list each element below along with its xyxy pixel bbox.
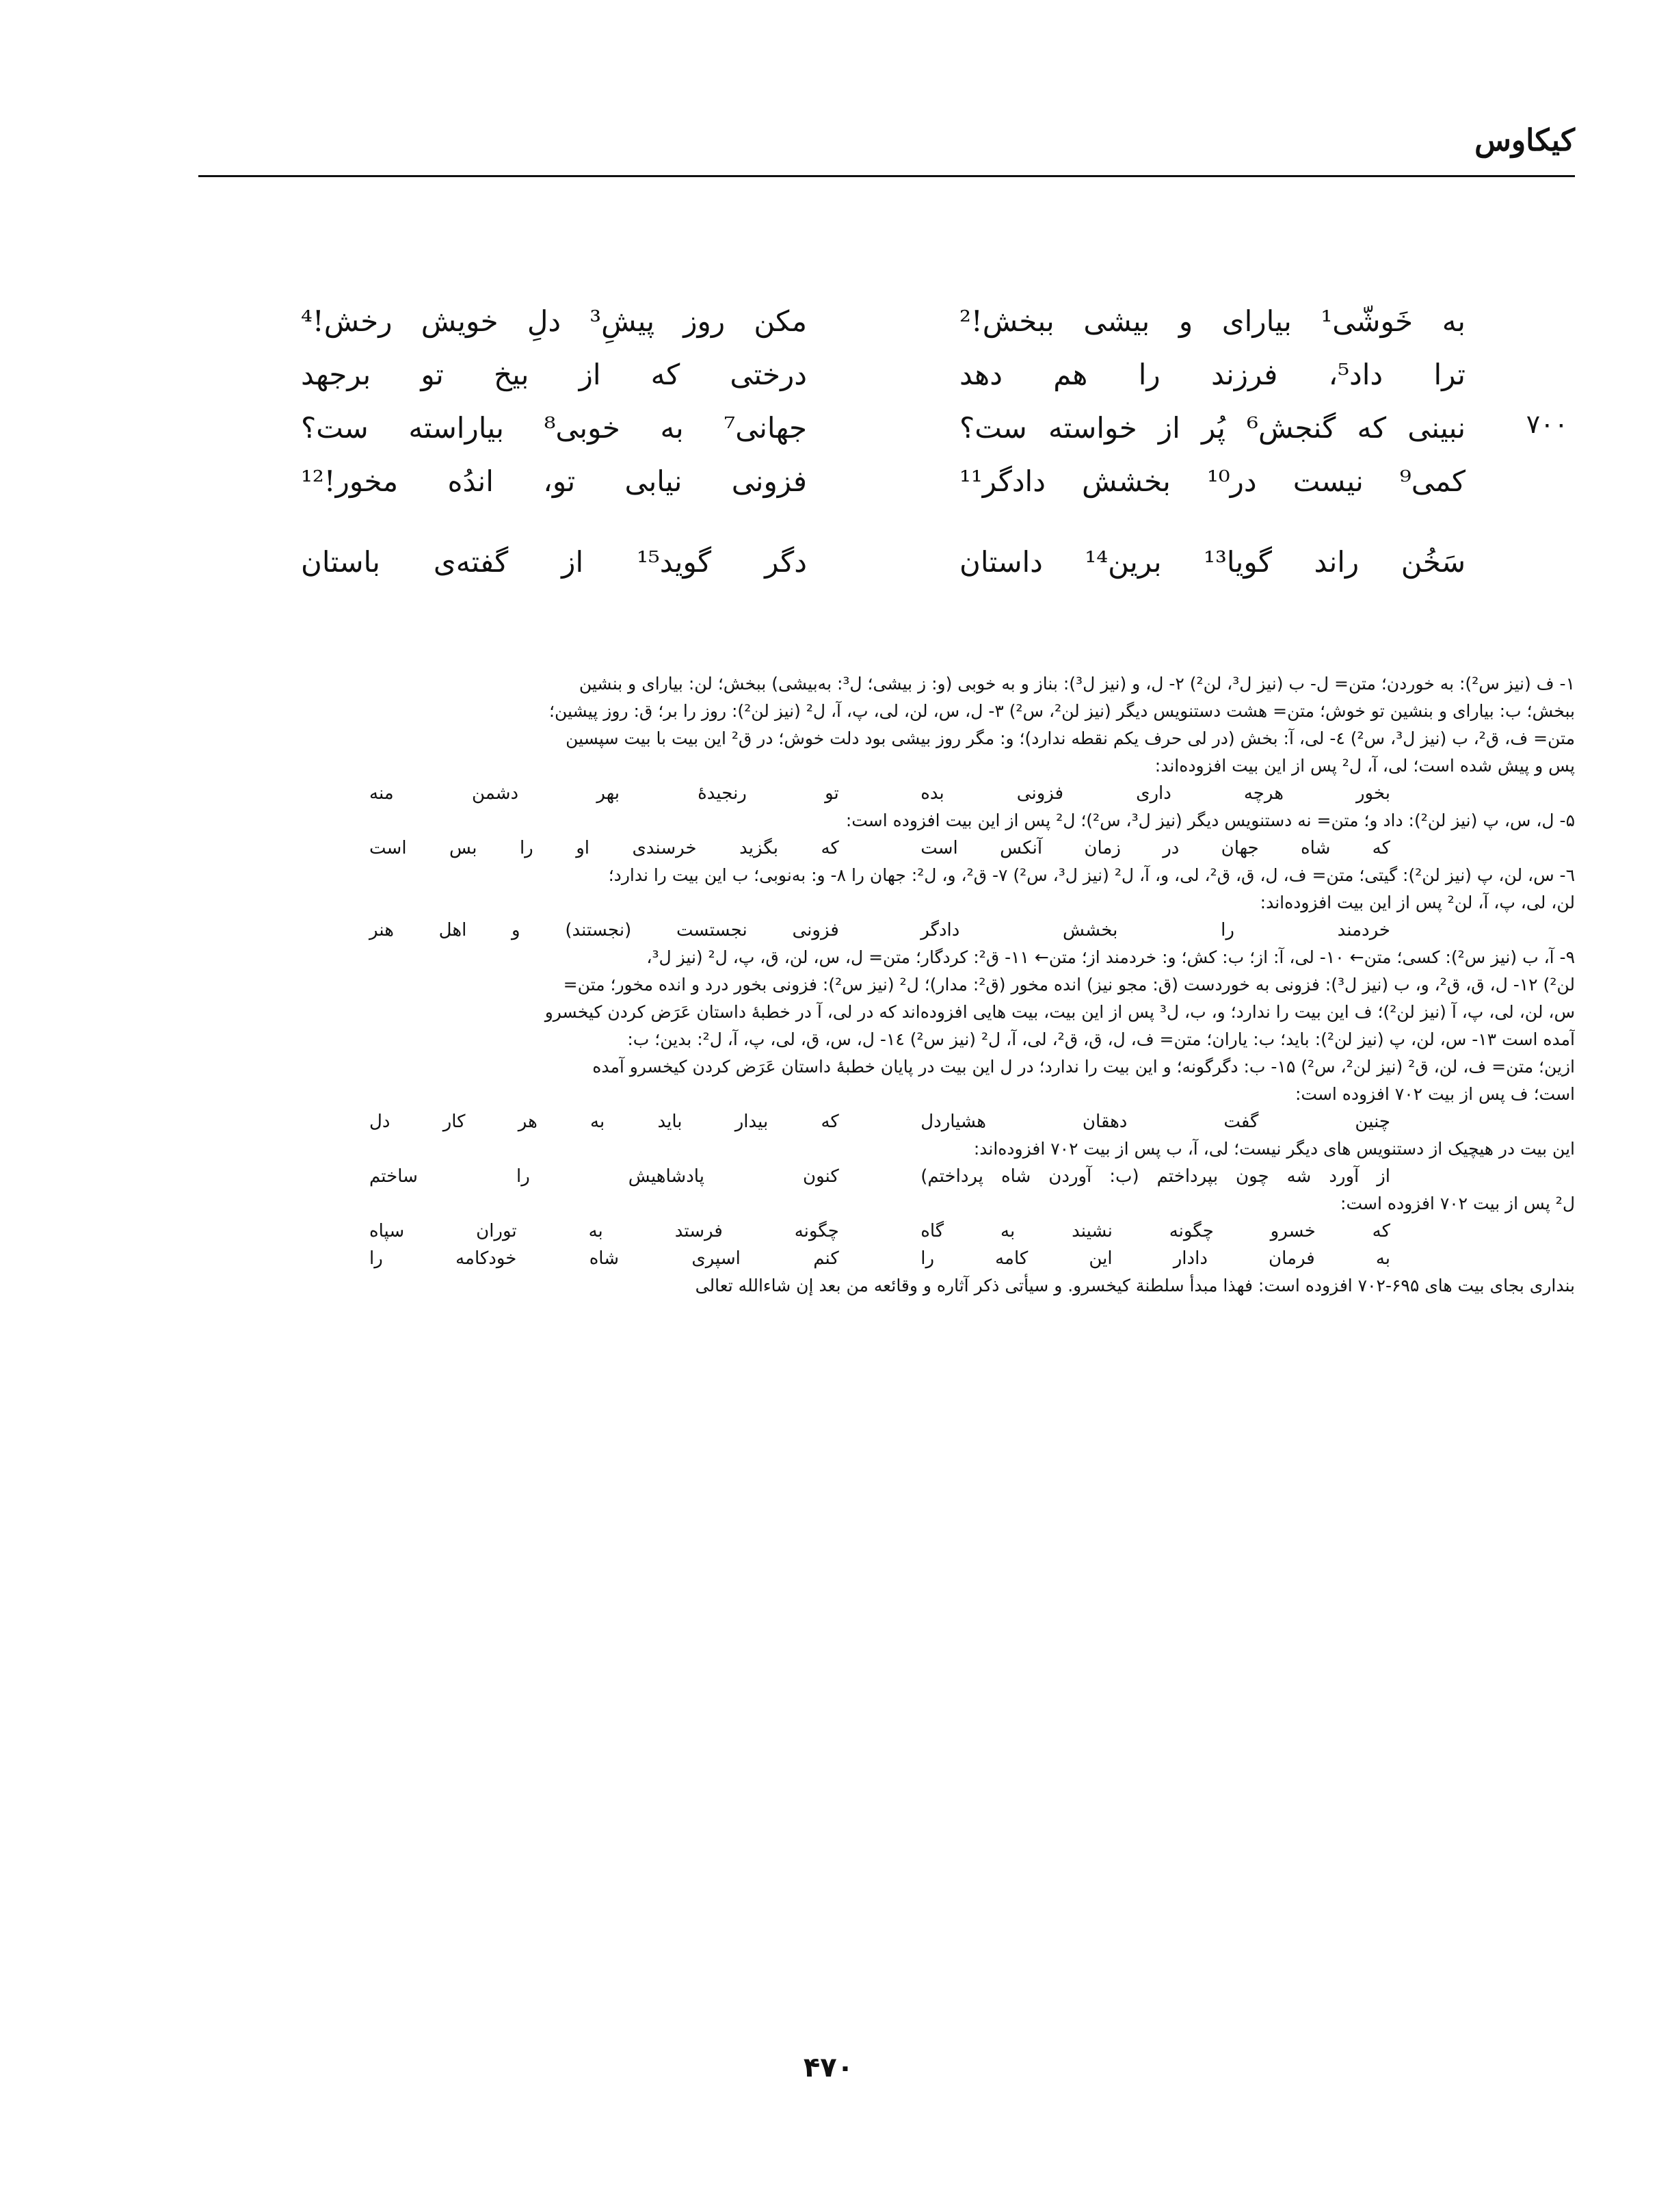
note-line: این بیت در هیچیک از دستنویس های دیگر نیست؛ لی، آ، ب پس از بیت ۷۰۲ افزوده‌اند: xyxy=(973,1139,1575,1159)
hemistich-left: درختی که از بیخ تو برجهد xyxy=(301,357,807,391)
note-line: لن²) ۱۲- ل، ق، ق²، و، ب (نیز ل³): فزونی به خوردست (ق: مجو نیز) انده مخور (ق²: مدار)؛ ل² (نیز س²): فزونی بخور درد و انده مخور؛ متن= xyxy=(563,975,1575,995)
note-line: ۱- ف (نیز س²): به خوردن؛ متن= ل- ب (نیز ل³، لن²) ۲- ل، و (نیز ل³): بناز و به خوبی (و: ز بیشی؛ ل³: به‌بیشی) ببخش؛ لن: بیارای و بنشین xyxy=(579,674,1575,694)
note-line: ۹- آ، ب (نیز س²): کسی؛ متن← ۱۰- لی، آ: از؛ ب: کش؛ و: خردمند از؛ متن← ۱۱- ق²: کردگار؛ متن= ل، س، لن، ق، پ، ل² (نیز ل³، xyxy=(646,947,1575,967)
running-head: کیکاوس xyxy=(1474,123,1575,158)
verse-row xyxy=(301,294,1466,347)
quoted-hemistich-right: خردمند را بخشش دادگر xyxy=(920,920,1390,940)
note-line: س، لن، لی، پ، آ (نیز لن²)؛ ف این بیت را ندارد؛ و، ب، ل³ پس از این بیت، بیت هایی افزوده‌اند که در لی، آ در خطبهٔ داستان عَرَض کردن کیخسرو xyxy=(544,1002,1575,1022)
verse-row xyxy=(301,401,1568,454)
hemistich-left: جهانی⁷ به خوبی⁸ بیاراسته ست؟ xyxy=(301,410,808,445)
poem-verses xyxy=(301,294,1568,588)
quoted-verse xyxy=(369,1217,1390,1245)
quoted-hemistich-left: فزونی نجستست (نجستند) و اهل هنر xyxy=(369,920,839,940)
quoted-verse xyxy=(369,834,1390,862)
quoted-hemistich-left: چگونه فرستد به توران سپاه xyxy=(369,1221,839,1241)
note-line: ٦- س، لن، پ (نیز لن²): گیتی؛ متن= ف، ل، ق، ق²، لی، و، آ، ل² (نیز ل³، س²) ۷- ق²، و، ل²: جهان را ۸- و: به‌نوبی؛ ب این بیت را ندارد؛ xyxy=(608,865,1575,885)
note-line: آمده است ۱۳- س، لن، پ (نیز لن²): باید؛ ب: یاران؛ متن= ف، ل، ق، ق²، لی، آ، ل² (نیز س²) ۱٤- ل، س، ق، لی، پ، آ، ل²: بدین؛ ب: xyxy=(627,1029,1575,1049)
header-rule xyxy=(198,175,1575,177)
note-line: است؛ ف پس از بیت ۷۰۲ افزوده است: xyxy=(1295,1084,1575,1104)
note-line: ازین؛ متن= ف، لن، ق² (نیز لن²، س²) ۱۵- ب: دگرگونه؛ و این بیت را ندارد؛ در ل این بیت در پایان خطبهٔ داستان عَرَض کردن کیخسرو آمده xyxy=(592,1057,1575,1077)
note-line: پس و پیش شده است؛ لی، آ، ل² پس از این بیت افزوده‌اند: xyxy=(1154,756,1575,776)
hemistich-right: ترا داد⁵، فرزند را هم دهد xyxy=(959,357,1466,391)
hemistich-right: سَخُن راند گویا¹³ برین¹⁴ داستان xyxy=(959,544,1466,579)
quoted-hemistich-left: کنون پادشاهیش را ساختم xyxy=(369,1166,839,1187)
note-line: ببخش؛ ب: بیارای و بنشین تو خوش؛ متن= هشت دستنویس دیگر (نیز لن²، س²) ۳- ل، س، لن، لی، پ، آ، ل² (نیز لن²): روز را بر؛ ق: روز پیشین؛ xyxy=(549,701,1575,721)
note-line: لن، لی، پ، آ، لن² پس از این بیت افزوده‌اند: xyxy=(1260,893,1575,912)
quoted-hemistich-right: که خسرو چگونه نشیند به گاه xyxy=(920,1221,1390,1241)
hemistich-left: مکن روز پیشِ³ دلِ خویش رخش!⁴ xyxy=(301,304,807,338)
quoted-hemistich-left: که بگزید خرسندی او را بس است xyxy=(369,838,839,858)
quoted-hemistich-left: تو رنجیدهٔ بهر دشمن منه xyxy=(369,783,839,804)
critical-apparatus-notes xyxy=(191,670,1575,1300)
quoted-verse xyxy=(369,917,1390,944)
quoted-hemistich-left: که بیدار باید به هر کار دل xyxy=(369,1111,839,1132)
verse-number: ۷۰۰ xyxy=(1526,409,1568,439)
quoted-verse xyxy=(369,780,1390,807)
quoted-hemistich-right: که شاه جهان در زمان آنکس است xyxy=(920,838,1390,858)
quoted-hemistich-right: از آورد شه چون بپرداختم (ب: آوردن شاه پرداختم) xyxy=(920,1166,1390,1187)
hemistich-right: کمی⁹ نیست در¹⁰ بخشش دادگر¹¹ xyxy=(959,464,1466,498)
quoted-verse xyxy=(369,1108,1390,1135)
note-line: متن= ف، ق²، ب (نیز ل³، س²) ٤- لی، آ: بخش (در لی حرف یکم نقطه ندارد)؛ و: مگر روز بیشی بود دلت خوش؛ در ق² این بیت با بیت سپسین xyxy=(566,728,1575,748)
note-line: ل² پس از بیت ۷۰۲ افزوده است: xyxy=(1340,1194,1575,1213)
note-line: بنداری بجای بیت های ۶۹۵-۷۰۲ افزوده است: فهذا مبدأ سلطنة کیخسرو. و سیأتی ذکر آثاره و وقائعه من بعد إن شاءالله تعالی xyxy=(695,1276,1575,1295)
hemistich-right: نبینی که گنجش⁶ پُر از خواسته ست؟ xyxy=(959,410,1466,445)
quoted-verse xyxy=(369,1245,1390,1272)
hemistich-left: دگر گوید¹⁵ از گفته‌ی باستان xyxy=(301,544,807,579)
quoted-hemistich-right: بخور هرچه داری فزونی بده xyxy=(920,783,1390,804)
quoted-hemistich-right: به فرمان دادار این کامه را xyxy=(920,1248,1390,1269)
verse-row xyxy=(301,535,1466,588)
quoted-hemistich-right: چنین گفت دهقان هشیاردل xyxy=(920,1111,1390,1132)
verse-row xyxy=(301,454,1466,508)
quoted-hemistich-left: کنم اسپری شاه خودکامه را xyxy=(369,1248,839,1269)
hemistich-right: به خَوشّی¹ بیارای و بیشی ببخش!² xyxy=(959,304,1466,338)
quoted-verse xyxy=(369,1163,1390,1190)
hemistich-left: فزونی نیابی تو، اندُه مخور!¹² xyxy=(301,464,807,498)
verse-row xyxy=(301,347,1466,401)
note-line: ۵- ل، س، پ (نیز لن²): داد و؛ متن= نه دستنویس دیگر (نیز ل³، س²)؛ ل² پس از این بیت افزوده است: xyxy=(845,811,1575,830)
page-number: ۴۷۰ xyxy=(803,2052,854,2083)
